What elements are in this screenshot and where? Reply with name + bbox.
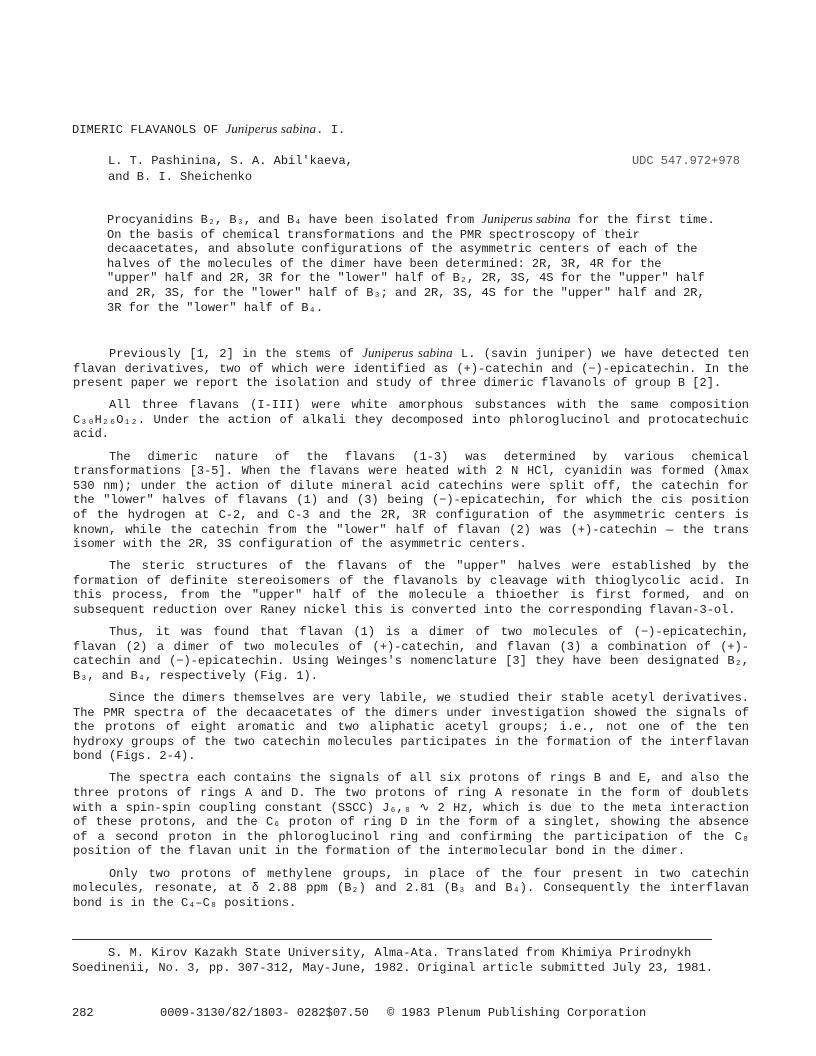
paragraph-8: Only two protons of methylene groups, in place of the four present in two catechin molecules, resonate, at δ 2.88 ppm (B₂) and 2.81 (B₃ and B₄). Consequently the interflavan bond is in the C₄–C₈ positions. (73, 866, 749, 910)
page-number: 282 (72, 1006, 94, 1020)
footnote (72, 946, 752, 976)
article-title (72, 121, 345, 137)
authors (108, 153, 353, 185)
paragraph-1 (73, 346, 749, 391)
copyright-notice: © 1983 Plenum Publishing Corporation (387, 1006, 647, 1020)
paragraph-6: Since the dimers themselves are very labile, we studied their stable acetyl derivatives. The PMR spectra of the decaacetates of the dimers under investigation showed the signals of the protons of eight aromatic and two aliphatic acetyl groups; i.e., not one of the ten hydroxy groups of the two catechin molecules participates in the formation of the interflavan bond (Figs. 2-4). (73, 690, 749, 764)
abstract-paragraph (107, 212, 717, 315)
footnote-divider (72, 939, 712, 940)
paragraph-2: All three flavans (I-III) were white amorphous substances with the same composition C₃₀H₂₆O₁₂. Under the action of alkali they decomposed into phloroglucinol and protocatechuic acid. (73, 398, 749, 442)
abstract-text-1: Procyanidins B₂, B₃, and B₄ have been isolated from (107, 213, 482, 227)
paragraph-5: Thus, it was found that flavan (1) is a dimer of two molecules of (−)-epicatechin, flavan (2) a dimer of two molecules of (+)-catechin, and flavan (3) a combination of (+)-catechin and (−)-epicatechin. Using Weinges's nomenclature [3] they have been designated B₂, B₃, and B₄, respectively (Fig. 1). (73, 625, 749, 683)
footnote-text: S. M. Kirov Kazakh State University, Alma-Ata. Translated from Khimiya Prirodnykh Soedinenii, No. 3, pp. 307-312, May-June, 1982. Original article submitted July 23, 1981. (72, 946, 713, 975)
abstract-text-2: for the first time. On the basis of chemical transformations and the PMR spectroscopy of their decaacetates, and absolute configurations of the asymmetric centers of each of the halves of the molecules of the dimer have been determined: 2R, 3R, 4R for the "upper" half and 2R, 3R for the "lower" half of B₂, 2R, 3S, 4S for the "upper" half and 2R, 3S, for the "lower" half of B₃; and 2R, 3S, 4S for the "upper" half and 2R, 3R for the "lower" half of B₄. (107, 213, 715, 315)
paragraph-3: The dimeric nature of the flavans (1-3) was determined by various chemical transformations [3-5]. When the flavans were heated with 2 N HCl, cyanidin was formed (λmax 530 nm); under the action of dilute mineral acid catechins were split off, the catechin for the "lower" halves of flavans (1) and (3) being (−)-epicatechin, for which the cis position of the hydrogen at C-2, and C-3 and the 2R, 3R configuration of the asymmetric centers is known, while the catechin from the "lower" half of flavan (2) was (+)-catechin — the trans isomer with the 2R, 3S configuration of the asymmetric centers. (73, 449, 749, 552)
abstract-species: Juniperus sabina (481, 211, 571, 226)
title-prefix: DIMERIC FLAVANOLS OF (72, 123, 226, 137)
title-suffix: . I. (316, 123, 346, 137)
paragraph-4: The steric structures of the flavans of the "upper" halves were established by the formation of definite stereoisomers of the flavanols by cleavage with thioglycolic acid. In this process, from the "upper" half of the molecule a thioether is first formed, and on subsequent reduction over Raney nickel this is converted into the corresponding flavan-3-ol. (73, 559, 749, 617)
paragraph-1-a: Previously [1, 2] in the stems of (109, 347, 363, 361)
paragraph-1-b: L. (savin juniper) we have detected ten flavan derivatives, two of which were identified as (+)-catechin and (−)-epicatechin. In the present paper we report the isolation and study of three dimeric flavanols of group B [2]. (73, 347, 749, 391)
authors-line-2: and B. I. Sheichenko (108, 170, 253, 184)
abstract (107, 212, 717, 315)
article-code: 0009-3130/82/1803- 0282$07.50 (160, 1006, 369, 1020)
udc-code: UDC 547.972+978 (631, 154, 740, 168)
paragraph-1-species: Juniperus sabina (362, 345, 453, 360)
title-species: Juniperus sabina (225, 121, 317, 136)
authors-line-1: L. T. Pashinina, S. A. Abil'kaeva, (108, 154, 353, 168)
paragraph-7: The spectra each contains the signals of all six protons of rings B and E, and also the three protons of rings A and D. The two protons of ring A resonate in the form of doublets with a spin-spin coupling constant (SSCC) J₆,₈ ∿ 2 Hz, which is due to the meta interaction of these protons, and the C₆ proton of ring D in the form of a singlet, showing the absence of a second proton in the phloroglucinol ring and confirming the participation of the C₈ position of the flavan unit in the formation of the intermolecular bond in the dimer. (73, 771, 749, 859)
body-text (73, 346, 749, 918)
